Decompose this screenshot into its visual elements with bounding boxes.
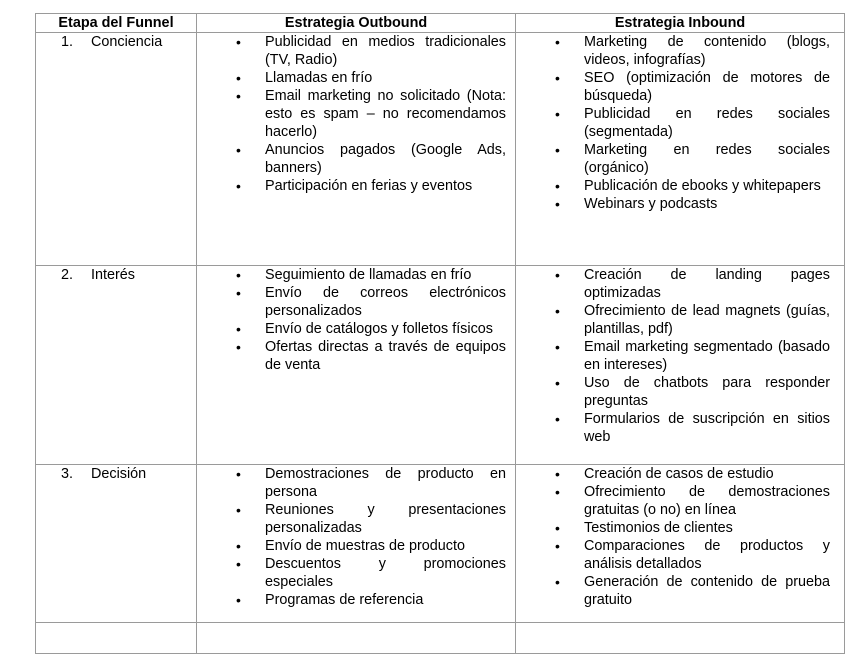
list-item: • Envío de catálogos y folletos físicos (197, 320, 515, 338)
list-item: • Programas de referencia (197, 591, 515, 609)
list-item: • Email marketing no solicitado (Nota: esto es spam – no recomendamos hacerlo) (197, 87, 515, 141)
table-row (36, 623, 845, 654)
list-item: • Llamadas en frío (197, 69, 515, 87)
header-stage: Etapa del Funnel (36, 14, 197, 33)
list-item: • Descuentos y promociones especiales (197, 555, 515, 591)
list-item: • Creación de landing pages optimizadas (516, 266, 844, 302)
stage-number: 3. (61, 466, 74, 482)
stage-name: Decisión (91, 466, 147, 482)
list-item: • Publicación de ebooks y whitepapers (516, 177, 844, 195)
table-row (36, 465, 845, 623)
stage-number: 1. (61, 34, 74, 50)
table-row (36, 33, 845, 266)
outbound-cell (197, 33, 516, 266)
funnel-strategy-table (35, 13, 845, 654)
list-item: • SEO (optimización de motores de búsqueda) (516, 69, 844, 105)
list-item: • Participación en ferias y eventos (197, 177, 515, 195)
list-item: • Uso de chatbots para responder preguntas (516, 374, 844, 410)
list-item: • Publicidad en medios tradicionales (TV, Radio) (197, 33, 515, 69)
list-item: • Anuncios pagados (Google Ads, banners) (197, 141, 515, 177)
list-item: • Reuniones y presentaciones personalizadas (197, 501, 515, 537)
list-item: • Envío de muestras de producto (197, 537, 515, 555)
inbound-cell (516, 465, 845, 623)
list-item: • Envío de correos electrónicos personalizados (197, 284, 515, 320)
list-item: • Testimonios de clientes (516, 519, 844, 537)
stage-cell (36, 33, 197, 266)
outbound-cell (197, 266, 516, 465)
inbound-cell (516, 33, 845, 266)
stage-cell (36, 623, 197, 654)
header-row (36, 14, 845, 33)
list-item: • Demostraciones de producto en persona (197, 465, 515, 501)
list-item: • Email marketing segmentado (basado en intereses) (516, 338, 844, 374)
inbound-cell (516, 623, 845, 654)
header-outbound: Estrategia Outbound (197, 14, 516, 33)
outbound-cell (197, 465, 516, 623)
list-item: • Ofertas directas a través de equipos de venta (197, 338, 515, 374)
stage-cell (36, 266, 197, 465)
stage-cell (36, 465, 197, 623)
list-item: • Formularios de suscripción en sitios web (516, 410, 844, 446)
list-item: • Ofrecimiento de lead magnets (guías, plantillas, pdf) (516, 302, 844, 338)
list-item: • Seguimiento de llamadas en frío (197, 266, 515, 284)
list-item: • Publicidad en redes sociales (segmentada) (516, 105, 844, 141)
list-item: • Comparaciones de productos y análisis detallados (516, 537, 844, 573)
stage-name: Conciencia (91, 34, 163, 50)
inbound-cell (516, 266, 845, 465)
list-item: • Marketing de contenido (blogs, videos, infografías) (516, 33, 844, 69)
table-row (36, 266, 845, 465)
list-item: • Generación de contenido de prueba gratuito (516, 573, 844, 609)
outbound-cell (197, 623, 516, 654)
list-item: • Marketing en redes sociales (orgánico) (516, 141, 844, 177)
header-inbound: Estrategia Inbound (516, 14, 845, 33)
list-item: • Ofrecimiento de demostraciones gratuitas (o no) en línea (516, 483, 844, 519)
list-item: • Webinars y podcasts (516, 195, 844, 213)
stage-number: 2. (61, 267, 74, 283)
list-item: • Creación de casos de estudio (516, 465, 844, 483)
stage-name: Interés (91, 267, 135, 283)
